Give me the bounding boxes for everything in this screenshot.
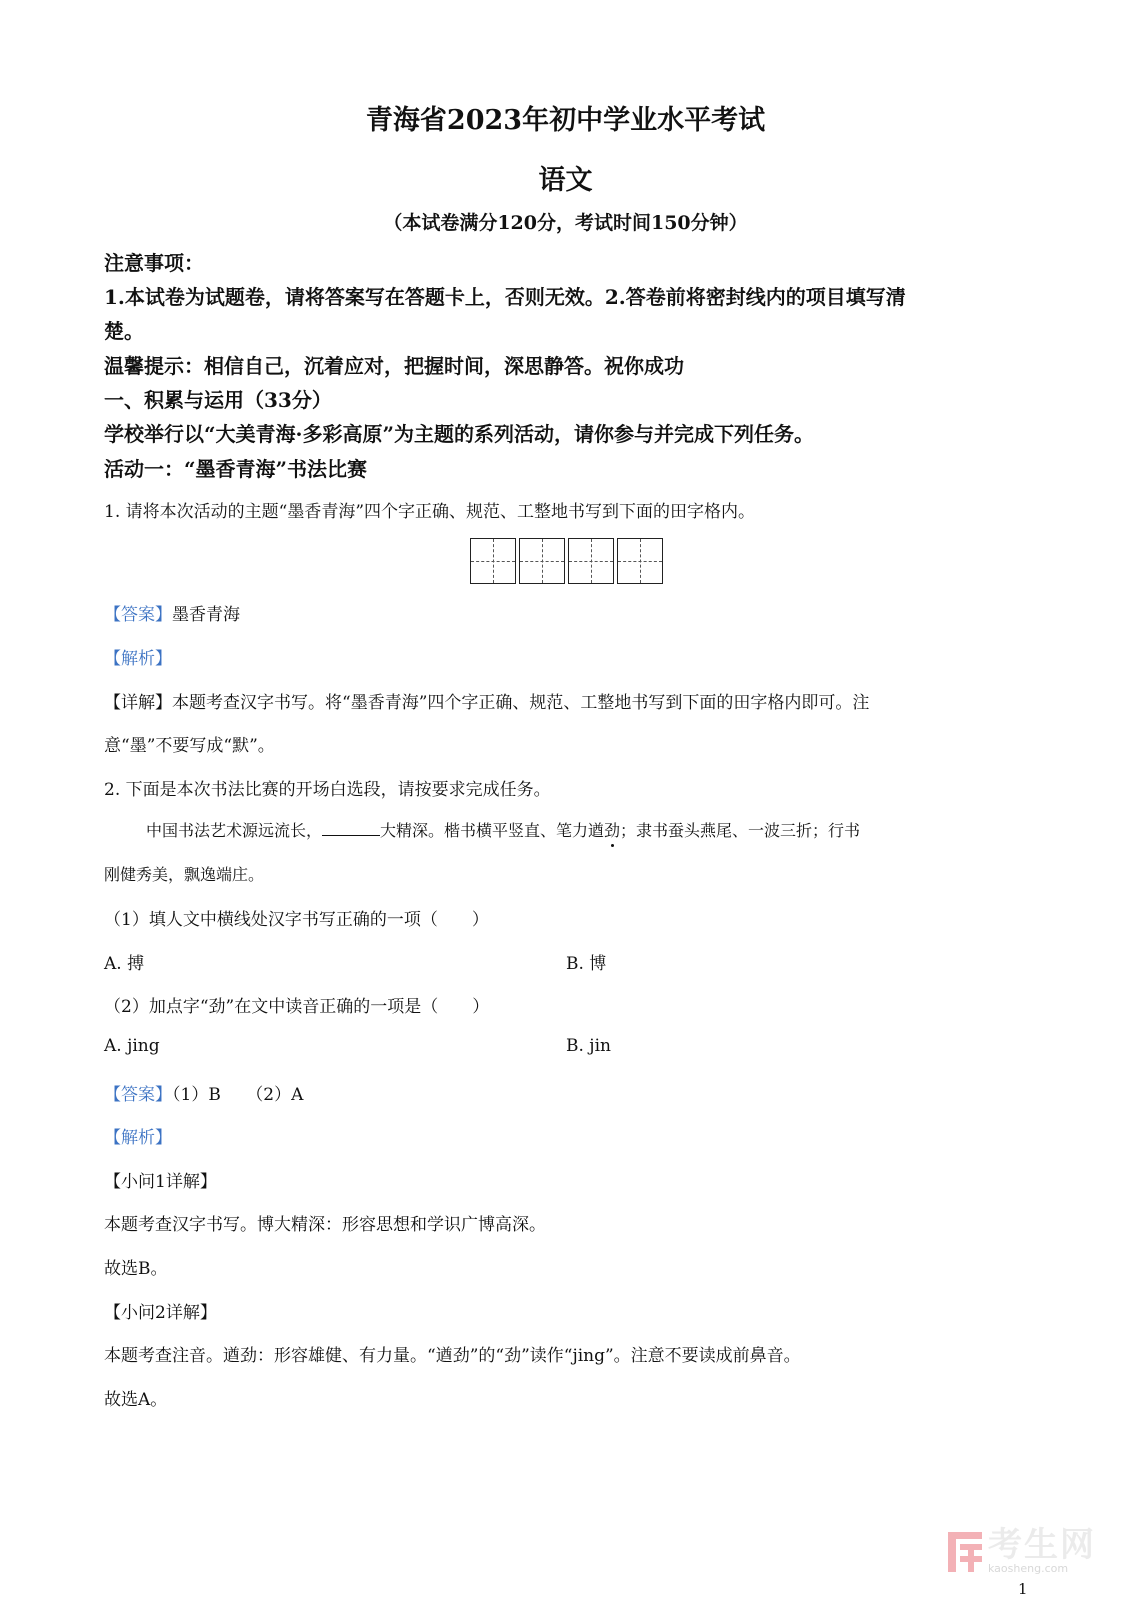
watermark-text: 考生网	[988, 1525, 1096, 1565]
activity-heading: 活动一：“墨香青海”书法比赛	[104, 457, 368, 481]
passage-line-1	[146, 818, 860, 841]
question-2: 2. 下面是本次书法比赛的开场白选段，请按要求完成任务。	[104, 780, 551, 800]
q1-detail-line-1: 【详解】本题考查汉字书写。将“墨香青海”四个字正确、规范、工整地书写到下面的田字格内即可。注	[104, 693, 870, 713]
section-heading: 一、积累与运用（33分）	[104, 388, 332, 412]
grid-cell	[519, 538, 565, 584]
sub1-heading: 【小问1详解】	[104, 1172, 217, 1192]
option-1b: B. 博	[566, 954, 607, 974]
passage-text: 大精深。楷书横平竖直、笔力遒	[380, 821, 605, 840]
logo-mark-icon	[948, 1532, 982, 1572]
notes-line-2: 楚。	[104, 319, 144, 343]
dotted-char: 劲	[604, 821, 621, 840]
analysis-label: 【解析】	[104, 649, 172, 669]
sub-question-2: （2）加点字“劲”在文中读音正确的一项是（ ）	[104, 997, 490, 1017]
exam-info: （本试卷满分120分，考试时间150分钟）	[383, 212, 748, 234]
passage-text: 中国书法艺术源远流长，	[146, 821, 323, 840]
question-1: 1. 请将本次活动的主题“墨香青海”四个字正确、规范、工整地书写到下面的田字格内。	[104, 502, 756, 522]
subject-title: 语文	[538, 165, 593, 196]
warm-tip: 温馨提示：相信自己，沉着应对，把握时间，深思静答。祝你成功	[104, 354, 684, 378]
q1-answer-line	[104, 600, 240, 625]
page-number: 1	[1018, 1580, 1028, 1598]
q1-detail-line-2: 意“墨”不要写成“默”。	[104, 736, 275, 756]
option-1a: A. 搏	[104, 954, 145, 974]
section-intro: 学校举行以“大美青海·多彩高原”为主题的系列活动，请你参与并完成下列任务。	[104, 422, 814, 446]
answer-text: （1）B （2）A	[172, 1085, 304, 1105]
sub1-detail: 本题考查汉字书写。博大精深：形容思想和学识广博高深。	[104, 1215, 546, 1235]
answer-label: 【答案】	[104, 1085, 172, 1105]
watermark-logo	[948, 1525, 1096, 1575]
option-2a: A. jing	[104, 1036, 160, 1056]
option-2b: B. jin	[566, 1036, 611, 1056]
exam-title: 青海省2023年初中学业水平考试	[365, 105, 766, 136]
notes-line-1: 1.本试卷为试题卷，请将答案写在答题卡上，否则无效。2.答卷前将密封线内的项目填写清	[104, 285, 906, 309]
sub2-detail: 本题考查注音。遒劲：形容雄健、有力量。“遒劲”的“劲”读作“jing”。注意不要读成前鼻音。	[104, 1346, 801, 1366]
sub2-choice: 故选A。	[104, 1390, 168, 1410]
grid-cell	[568, 538, 614, 584]
analysis-label: 【解析】	[104, 1128, 172, 1148]
passage-line-2: 刚健秀美，飘逸端庄。	[104, 865, 265, 884]
answer-text: 墨香青海	[172, 605, 240, 625]
passage-text: ；隶书蚕头燕尾、一波三折；行书	[620, 821, 861, 840]
fill-blank	[322, 821, 380, 836]
grid-cell	[470, 538, 516, 584]
sub2-heading: 【小问2详解】	[104, 1303, 217, 1323]
notes-heading: 注意事项：	[104, 251, 204, 275]
sub-question-1: （1）填人文中横线处汉字书写正确的一项（ ）	[104, 910, 489, 930]
sub1-choice: 故选B。	[104, 1259, 168, 1279]
tianzige-grid	[470, 538, 666, 584]
q2-answer-line	[104, 1080, 303, 1105]
grid-cell	[617, 538, 663, 584]
answer-label: 【答案】	[104, 605, 172, 625]
watermark-subtext: kaosheng.com	[988, 1562, 1069, 1575]
